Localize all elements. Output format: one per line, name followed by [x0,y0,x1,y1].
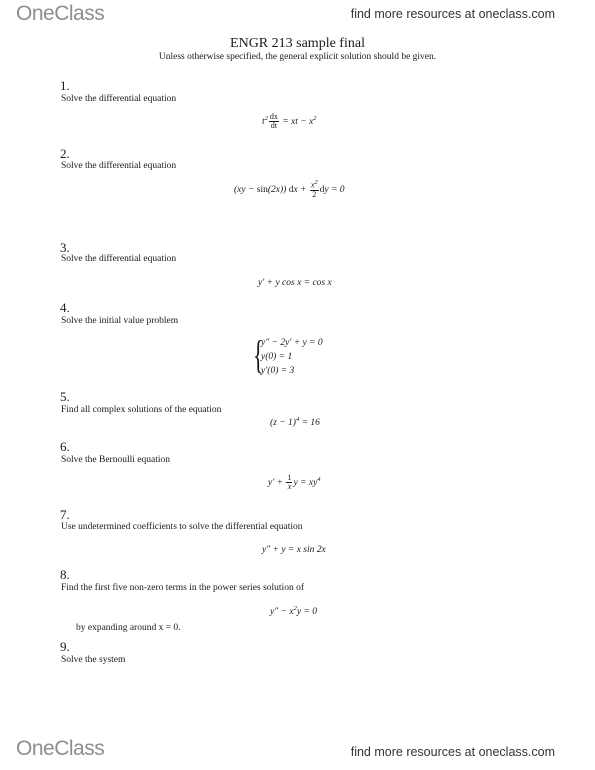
equation-8: $y'' - x^2y = 0$ [270,605,317,618]
problem-number: 5. [60,389,70,404]
document-subtitle: Unless otherwise specified, the general explicit solution should be given. [158,52,437,62]
equation-3: y′ + y cos x = cos x [258,278,332,288]
problem-text: Solve the differential equation [61,161,177,171]
problem-number: 9. [60,639,70,654]
resources-link[interactable]: find more resources at oneclass.com [350,7,555,21]
problem-number: 4. [60,300,70,315]
problem-text: Solve the differential equation [61,254,177,264]
equation-5: $(z - 1)^4 = 16$ [270,416,320,429]
problem-number: 3. [60,240,70,255]
problem-number: 2. [60,146,70,161]
system-brace: { [253,332,264,377]
system-line: y″ − 2y′ + y = 0 [261,338,323,348]
problem-number: 8. [60,567,70,582]
logo-text: OneClass [16,737,105,760]
problem-text: Use undetermined coefficients to solve the differential equation [61,522,303,532]
problem-number: 6. [60,439,70,454]
equation-6: y′ + $\frac{1}{x}$ $y = xy^4$ [268,473,321,492]
equation-2: (xy − sin(2x)) dx + $\frac{x^2}{2}$ dy = 0 [234,179,345,200]
oneclass-logo[interactable] [16,2,104,26]
problem-text: Find the first five non-zero terms in the power series solution of [61,583,304,593]
problem-text: Solve the initial value problem [61,316,179,326]
problem-text: Find all complex solutions of the equation [61,405,222,415]
problem-text: Solve the differential equation [61,94,177,104]
problem-number: 1. [60,78,70,93]
problem-note: by expanding around x = 0. [76,623,181,633]
oneclass-logo[interactable] [16,737,104,761]
document-title: ENGR 213 sample final [230,36,365,51]
problem-number: 7. [60,507,70,522]
problem-text: Solve the Bernoulli equation [61,455,170,465]
equation-1: $t^2$ $\frac{dx}{dt}$ = xt − $x^2$ [262,112,317,131]
equation-7: y″ + y = x sin 2x [262,545,326,555]
system-line: y(0) = 1 [261,352,293,362]
logo-text: OneClass [16,2,105,25]
resources-link[interactable]: find more resources at oneclass.com [350,745,555,759]
problem-text: Solve the system [61,655,126,665]
system-line: y′(0) = 3 [261,366,295,376]
